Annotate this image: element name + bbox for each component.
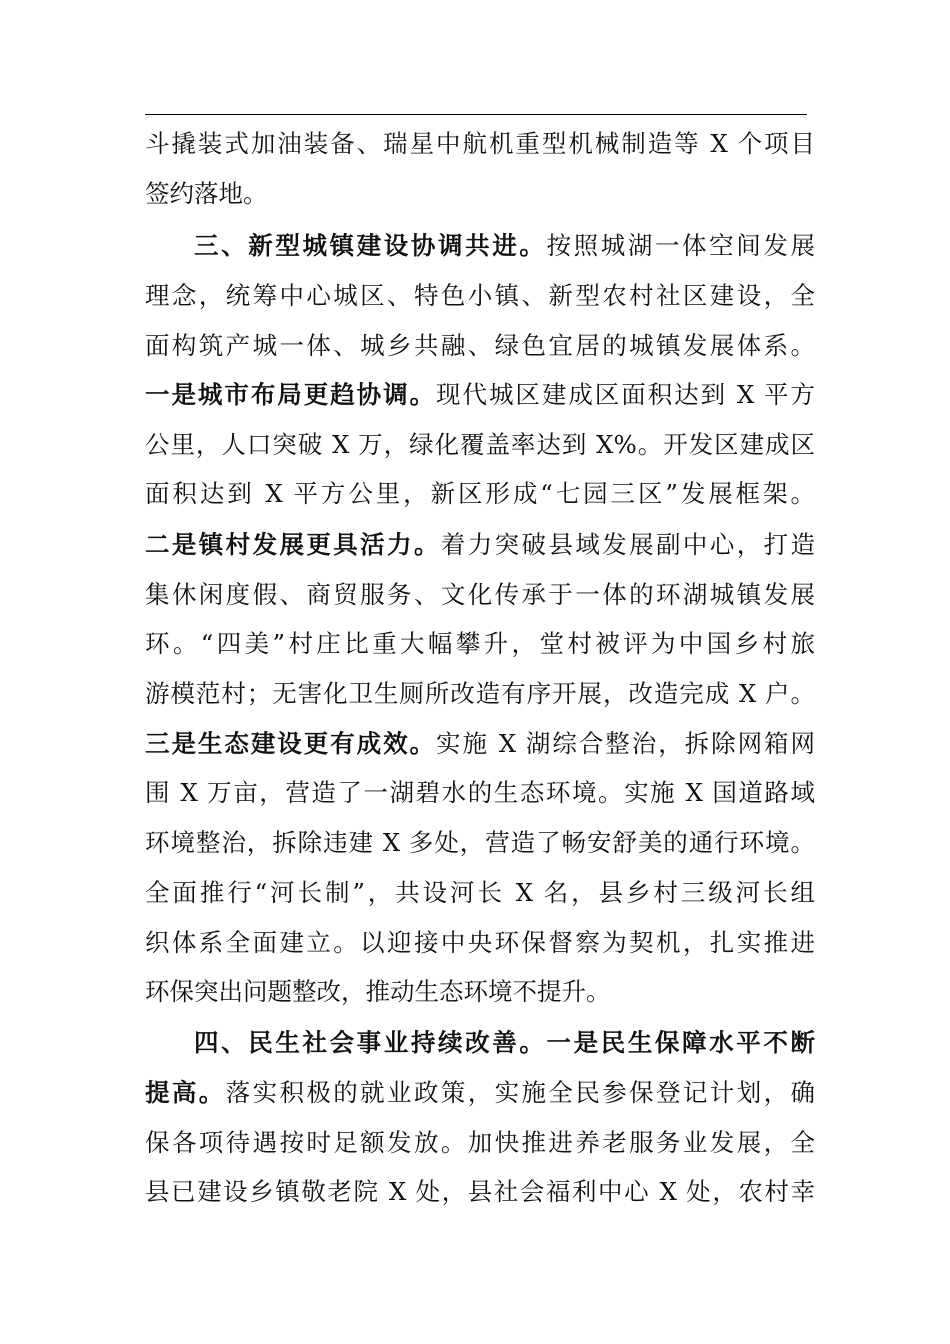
section-3-heading-line: 三、新型城镇建设协调共进。按照城湖一体空间发展 xyxy=(194,231,816,260)
text-line-10: 集休闲度假、商贸服务、文化传承于一体的环湖城镇发展 xyxy=(145,580,815,609)
text-line-22: 县已建设乡镇敬老院 X 处，县社会福利中心 X 处，农村幸 xyxy=(145,1177,815,1206)
text-line-15: 环境整治，拆除违建 X 多处，营造了畅安舒美的通行环境。 xyxy=(145,828,815,857)
text-line-17: 织体系全面建立。以迎接中央环保督察为契机，扎实推进 xyxy=(145,928,815,957)
text-line-16: 全面推行“河长制”，共设河长 X 名，县乡村三级河长组 xyxy=(145,878,815,907)
text-line-21: 保各项待遇按时足额发放。加快推进养老服务业发展，全 xyxy=(145,1128,815,1157)
text-line-4: 理念，统筹中心城区、特色小镇、新型农村社区建设，全 xyxy=(145,281,815,310)
section-4-heading-line xyxy=(194,1026,815,1060)
text-line-13: 三是生态建设更有成效。实施 X 湖综合整治，拆除网箱网 xyxy=(145,729,815,758)
section-4-heading: 四、民生社会事业持续改善。一是民生保障水平不断 xyxy=(194,1028,815,1057)
text-line-8: 面积达到 X 平方公里，新区形成“七园三区”发展框架。 xyxy=(145,479,815,508)
subheading-city-layout: 一是城市布局更趋协调。 xyxy=(145,380,437,409)
text-line-2: 签约落地。 xyxy=(145,179,268,208)
section-3-heading: 三、新型城镇建设协调共进。 xyxy=(194,231,547,260)
text-line-18: 环保突出问题整改，推动生态环境不提升。 xyxy=(145,977,611,1006)
subheading-livelihood-cont: 提高。 xyxy=(145,1078,226,1107)
text-line-11: 环。“四美”村庄比重大幅攀升，堂村被评为中国乡村旅 xyxy=(145,629,815,658)
subheading-ecology: 三是生态建设更有成效。 xyxy=(145,729,437,758)
text-line-5: 面构筑产城一体、城乡共融、绿色宜居的城镇发展体系。 xyxy=(145,331,815,360)
text-line-1: 斗撬装式加油装备、瑞星中航机重型机械制造等 X 个项目 xyxy=(145,129,815,158)
text-line-12: 游模范村；无害化卫生厕所改造有序开展，改造完成 X 户。 xyxy=(145,679,815,708)
header-rule xyxy=(145,114,807,115)
text-line-7: 公里，人口突破 X 万，绿化覆盖率达到 X%。开发区建成区 xyxy=(145,430,815,459)
text-line-20: 提高。落实积极的就业政策，实施全民参保登记计划，确 xyxy=(145,1078,815,1107)
subheading-town-village: 二是镇村发展更具活力。 xyxy=(145,530,441,559)
text-line-6: 一是城市布局更趋协调。现代城区建成区面积达到 X 平方 xyxy=(145,380,815,409)
text-line-9: 二是镇村发展更具活力。着力突破县域发展副中心，打造 xyxy=(145,530,816,559)
text-line-14: 围 X 万亩，营造了一湖碧水的生态环境。实施 X 国道路域 xyxy=(145,778,815,807)
